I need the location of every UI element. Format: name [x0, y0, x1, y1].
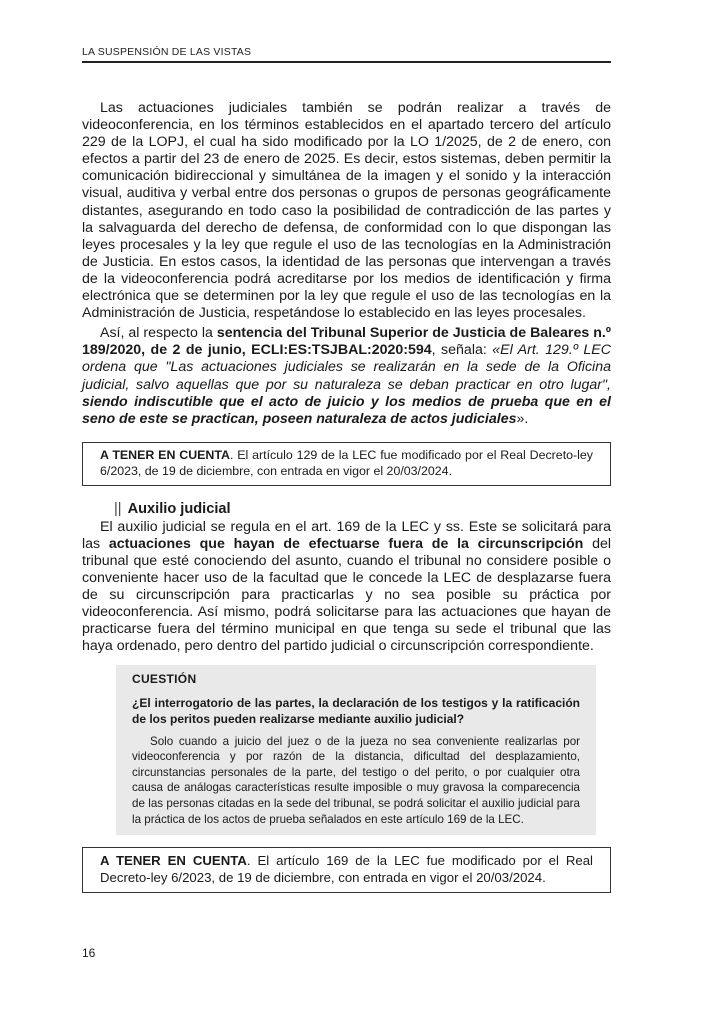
- note-box-art129: [82, 442, 611, 486]
- paragraph-videoconference: Las actuaciones judiciales también se podrán realizar a través de videoconferencia, en los términos establecidos en el apartado tercero del artículo 229 de la LOPJ, el cual ha sido modificado por la LO 1/2025, de 2 de enero, con efectos a partir del 23 de enero de 2025. Es decir, estos sistemas, deben permitir la comunicación bidireccional y simultánea de la imagen y el sonido y la interacción visual, auditiva y verbal entre dos personas o grupos de personas geográficamente distantes, asegurando en todo caso la posibilidad de contradicción de las partes y la salvaguarda del derecho de defensa, de conformidad con lo que dispongan las leyes procesales y la ley que regule el uso de las tecnologías en la Administración de Justicia. En estos casos, la identidad de las personas que intervengan a través de la videoconferencia podrá acreditarse por los medios de identificación y firma electrónica que se determinen por la ley que regule el uso de las tecnologías en la Administración de Justicia, respetándose lo establecido en las leyes procesales.: [82, 100, 611, 322]
- paragraph-auxilio: [82, 519, 611, 656]
- note-label: A TENER EN CUENTA: [100, 853, 247, 869]
- sentencia-quote-emphasis: siendo indiscutible que el acto de juicio y los medios de prueba que en el seno de este se practican, poseen naturaleza de actos judiciales: [82, 393, 611, 427]
- note-box-art169: [82, 847, 611, 893]
- sentencia-intro: Así, al respecto la: [100, 325, 217, 342]
- section-marker: ||: [114, 500, 122, 517]
- section-title: Auxilio judicial: [127, 500, 231, 517]
- page-content: [82, 100, 611, 893]
- auxilio-rest: del tribunal que esté conociendo del asunto, cuando el tribunal no considere posible o conveniente hacer uso de la facultad que le concede la LEC de desplazarse fuera de su circunscripción para practicarlas y no sea posible su práctica por videoconferencia. Así mismo, podrá solicitarse para las actuaciones que hayan de practicarse fuera del término municipal en que tenga su sede el tribunal que las haya ordenado, pero dentro del partido judicial o circunscripción correspondiente.: [82, 535, 612, 655]
- cuestion-box: [116, 665, 596, 836]
- note-text: . El artículo 169 de la LEC fue modificado por el Real Decreto-ley 6/2023, de 19 de diciembre, con entrada en vigor el 20/03/2024.: [100, 853, 593, 886]
- auxilio-emphasis: actuaciones que hayan de efectuarse fuera de la circunscripción: [108, 535, 584, 552]
- paragraph-sentencia: [82, 325, 611, 428]
- section-heading: [114, 499, 611, 519]
- sentencia-quote: «El Art. 129.º LEC ordena que "Las actuaciones judiciales se realizarán en la sede de la Oficina judicial, salvo aquellas que por su naturaleza se deban practicar en otro lugar",: [82, 342, 611, 393]
- cuestion-answer: Solo cuando a juicio del juez o de la jueza no sea conveniente realizarlas por videoconferencia y por razón de la distancia, dificultad del desplazamiento, circunstancias personales de la parte, del testigo o del perito, o por cualquier otra causa de análogas características resulte imposible o muy gravosa la comparecencia de las personas citadas en la sede del tribunal, se podrá solicitar el auxilio judicial para la práctica de los actos de prueba señalados en este artículo 169 de la LEC.: [132, 734, 580, 826]
- running-header: [82, 46, 611, 63]
- page-number: 16: [82, 946, 96, 960]
- auxilio-intro: El auxilio judicial se regula en el art. 169 de la LEC y ss. Este se solicitará para las: [82, 518, 611, 552]
- running-title: LA SUSPENSIÓN DE LAS VISTAS: [82, 46, 252, 58]
- note-text: . El artículo 129 de la LEC fue modificado por el Real Decreto-ley 6/2023, de 19 de diciembre, con entrada en vigor el 20/03/2024.: [100, 447, 593, 479]
- sentencia-end: ».: [516, 410, 529, 427]
- cuestion-question: ¿El interrogatorio de las partes, la declaración de los testigos y la ratificación de los peritos pueden realizarse mediante auxilio judicial?: [132, 695, 580, 726]
- sentencia-mid: , señala:: [431, 342, 493, 359]
- sentencia-citation: sentencia del Tribunal Superior de Justicia de Baleares n.º 189/2020, de 2 de junio, ECLI:ES:TSJBAL:2020:594: [82, 325, 611, 359]
- note-label: A TENER EN CUENTA: [100, 447, 230, 462]
- cuestion-label: CUESTIÓN: [132, 671, 197, 686]
